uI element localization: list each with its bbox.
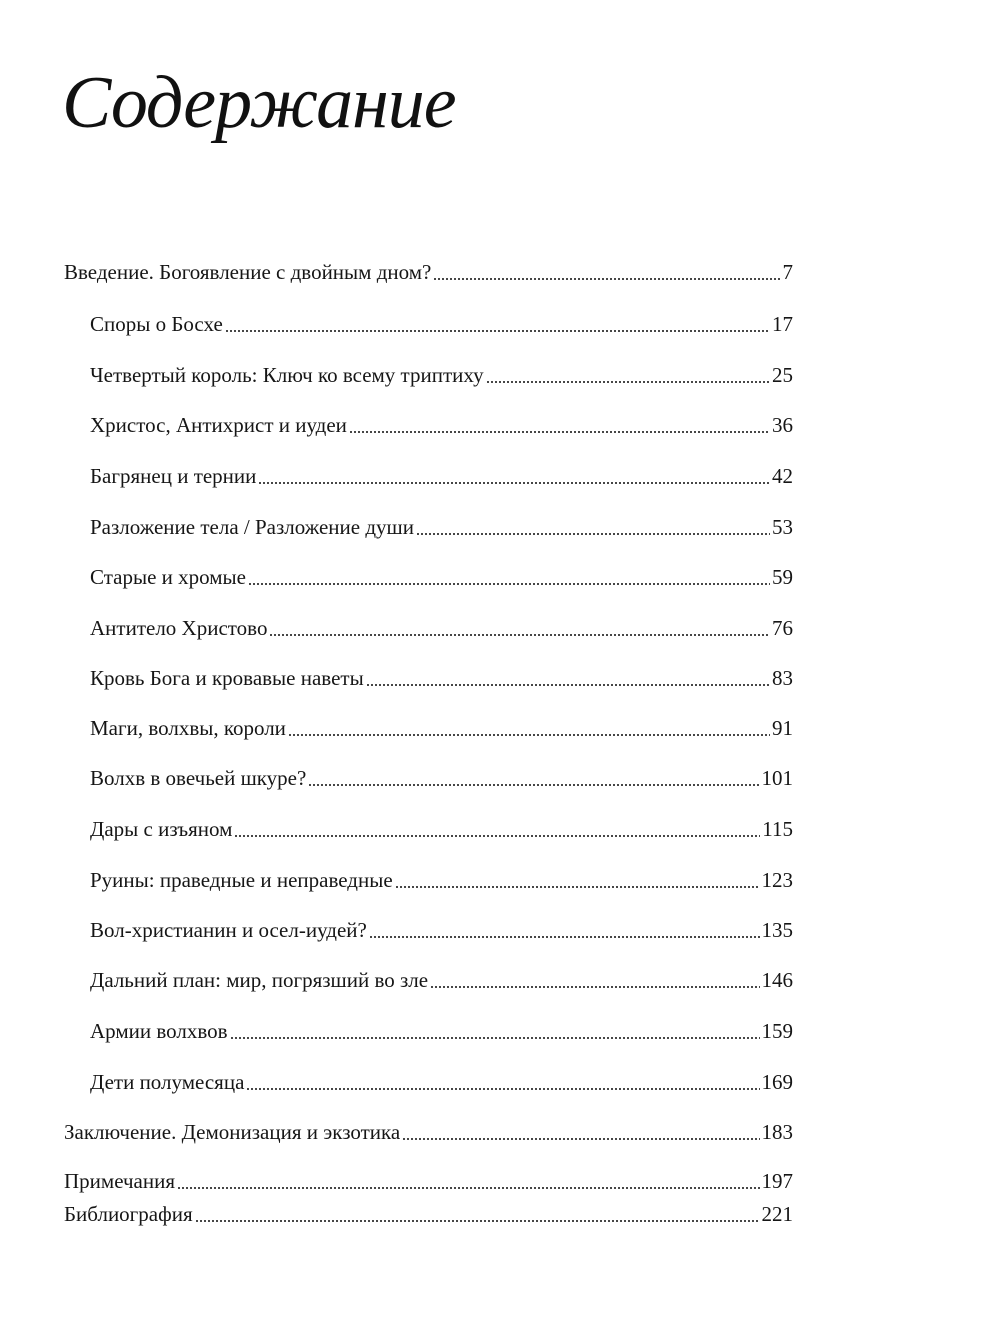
toc-entry-title: Библиография [64,1202,193,1226]
toc-entry-page-number: 115 [762,817,793,841]
toc-entry-page-number: 91 [772,716,793,740]
toc-entry-title: Заключение. Демонизация и экзотика [64,1120,401,1144]
toc-entry [90,1066,793,1098]
dot-leader [308,783,759,787]
toc-entry-page-number: 42 [772,464,793,488]
toc-entry [90,1015,793,1047]
toc-entry-page-number: 146 [761,968,793,992]
toc-entry-title: Багрянец и тернии [90,464,257,488]
toc-entry [90,964,793,996]
dot-leader [486,380,770,384]
dot-leader [246,1087,759,1091]
toc-entry-page-number: 59 [772,565,793,589]
toc-entry [64,1116,793,1148]
dot-leader [258,481,770,485]
dot-leader [195,1219,760,1223]
dot-leader [177,1186,759,1190]
dot-leader [395,885,760,889]
toc-entry-title: Четвертый король: Ключ ко всему триптиху [90,363,484,387]
toc-entry-title: Споры о Босхе [90,312,223,336]
toc-entry-title: Христос, Антихрист и иудеи [90,413,347,437]
toc-entry-title: Старые и хромые [90,565,246,589]
toc-entry-page-number: 53 [772,515,793,539]
toc-entry-page-number: 135 [761,918,793,942]
toc-entry [90,561,793,593]
toc-entry-page-number: 197 [761,1169,793,1193]
dot-leader [416,532,770,536]
toc-entry-title: Руины: праведные и неправедные [90,868,393,892]
dot-leader [369,935,760,939]
toc-entry-page-number: 123 [761,868,793,892]
toc-entry-title: Разложение тела / Разложение души [90,515,414,539]
dot-leader [366,683,770,687]
toc-entry [90,409,793,441]
dot-leader [269,633,770,637]
dot-leader [288,733,770,737]
page-title: Содержание [62,62,456,144]
toc-entry-title: Дети полумесяца [90,1070,245,1094]
toc-entry-page-number: 17 [772,312,793,336]
toc-entry [90,864,793,896]
toc-entry-title: Маги, волхвы, короли [90,716,286,740]
toc-entry-page-number: 159 [761,1019,793,1043]
dot-leader [433,277,780,281]
toc-entry-page-number: 169 [761,1070,793,1094]
dot-leader [248,582,770,586]
toc-entry-title: Дары с изъяном [90,817,233,841]
toc-entry-title: Вол-христианин и осел-иудей? [90,918,367,942]
toc-entry-page-number: 36 [772,413,793,437]
toc-entry-title: Кровь Бога и кровавые наветы [90,666,364,690]
toc-entry-page-number: 101 [761,766,793,790]
toc-entry [90,662,793,694]
toc-entry-page-number: 183 [761,1120,793,1144]
toc-entry [90,359,793,391]
toc-entry [90,813,793,845]
dot-leader [402,1137,759,1141]
toc-entry [90,914,793,946]
toc-entry-page-number: 25 [772,363,793,387]
dot-leader [225,329,770,333]
dot-leader [234,834,760,838]
toc-entry-title: Дальний план: мир, погрязший во зле [90,968,429,992]
toc-entry [90,712,793,744]
toc-entry-page-number: 7 [782,260,793,284]
toc-entry-page-number: 76 [772,616,793,640]
toc-entry [64,256,793,288]
toc-entry-title: Волхв в овечьей шкуре? [90,766,307,790]
toc-entry [90,762,793,794]
toc-entry-title: Антитело Христово [90,616,268,640]
toc-entry-page-number: 83 [772,666,793,690]
dot-leader [230,1036,760,1040]
toc-entry-title: Введение. Богоявление с двойным дном? [64,260,432,284]
toc-entry [90,308,793,340]
toc-entry-title: Армии волхвов [90,1019,228,1043]
toc-entry [90,460,793,492]
toc-entry-title: Примечания [64,1169,176,1193]
toc-entry-page-number: 221 [761,1202,793,1226]
toc-entry [64,1165,793,1197]
toc-entry [90,612,793,644]
dot-leader [349,430,770,434]
toc-entry [90,511,793,543]
dot-leader [430,985,759,989]
toc-entry [64,1198,793,1230]
